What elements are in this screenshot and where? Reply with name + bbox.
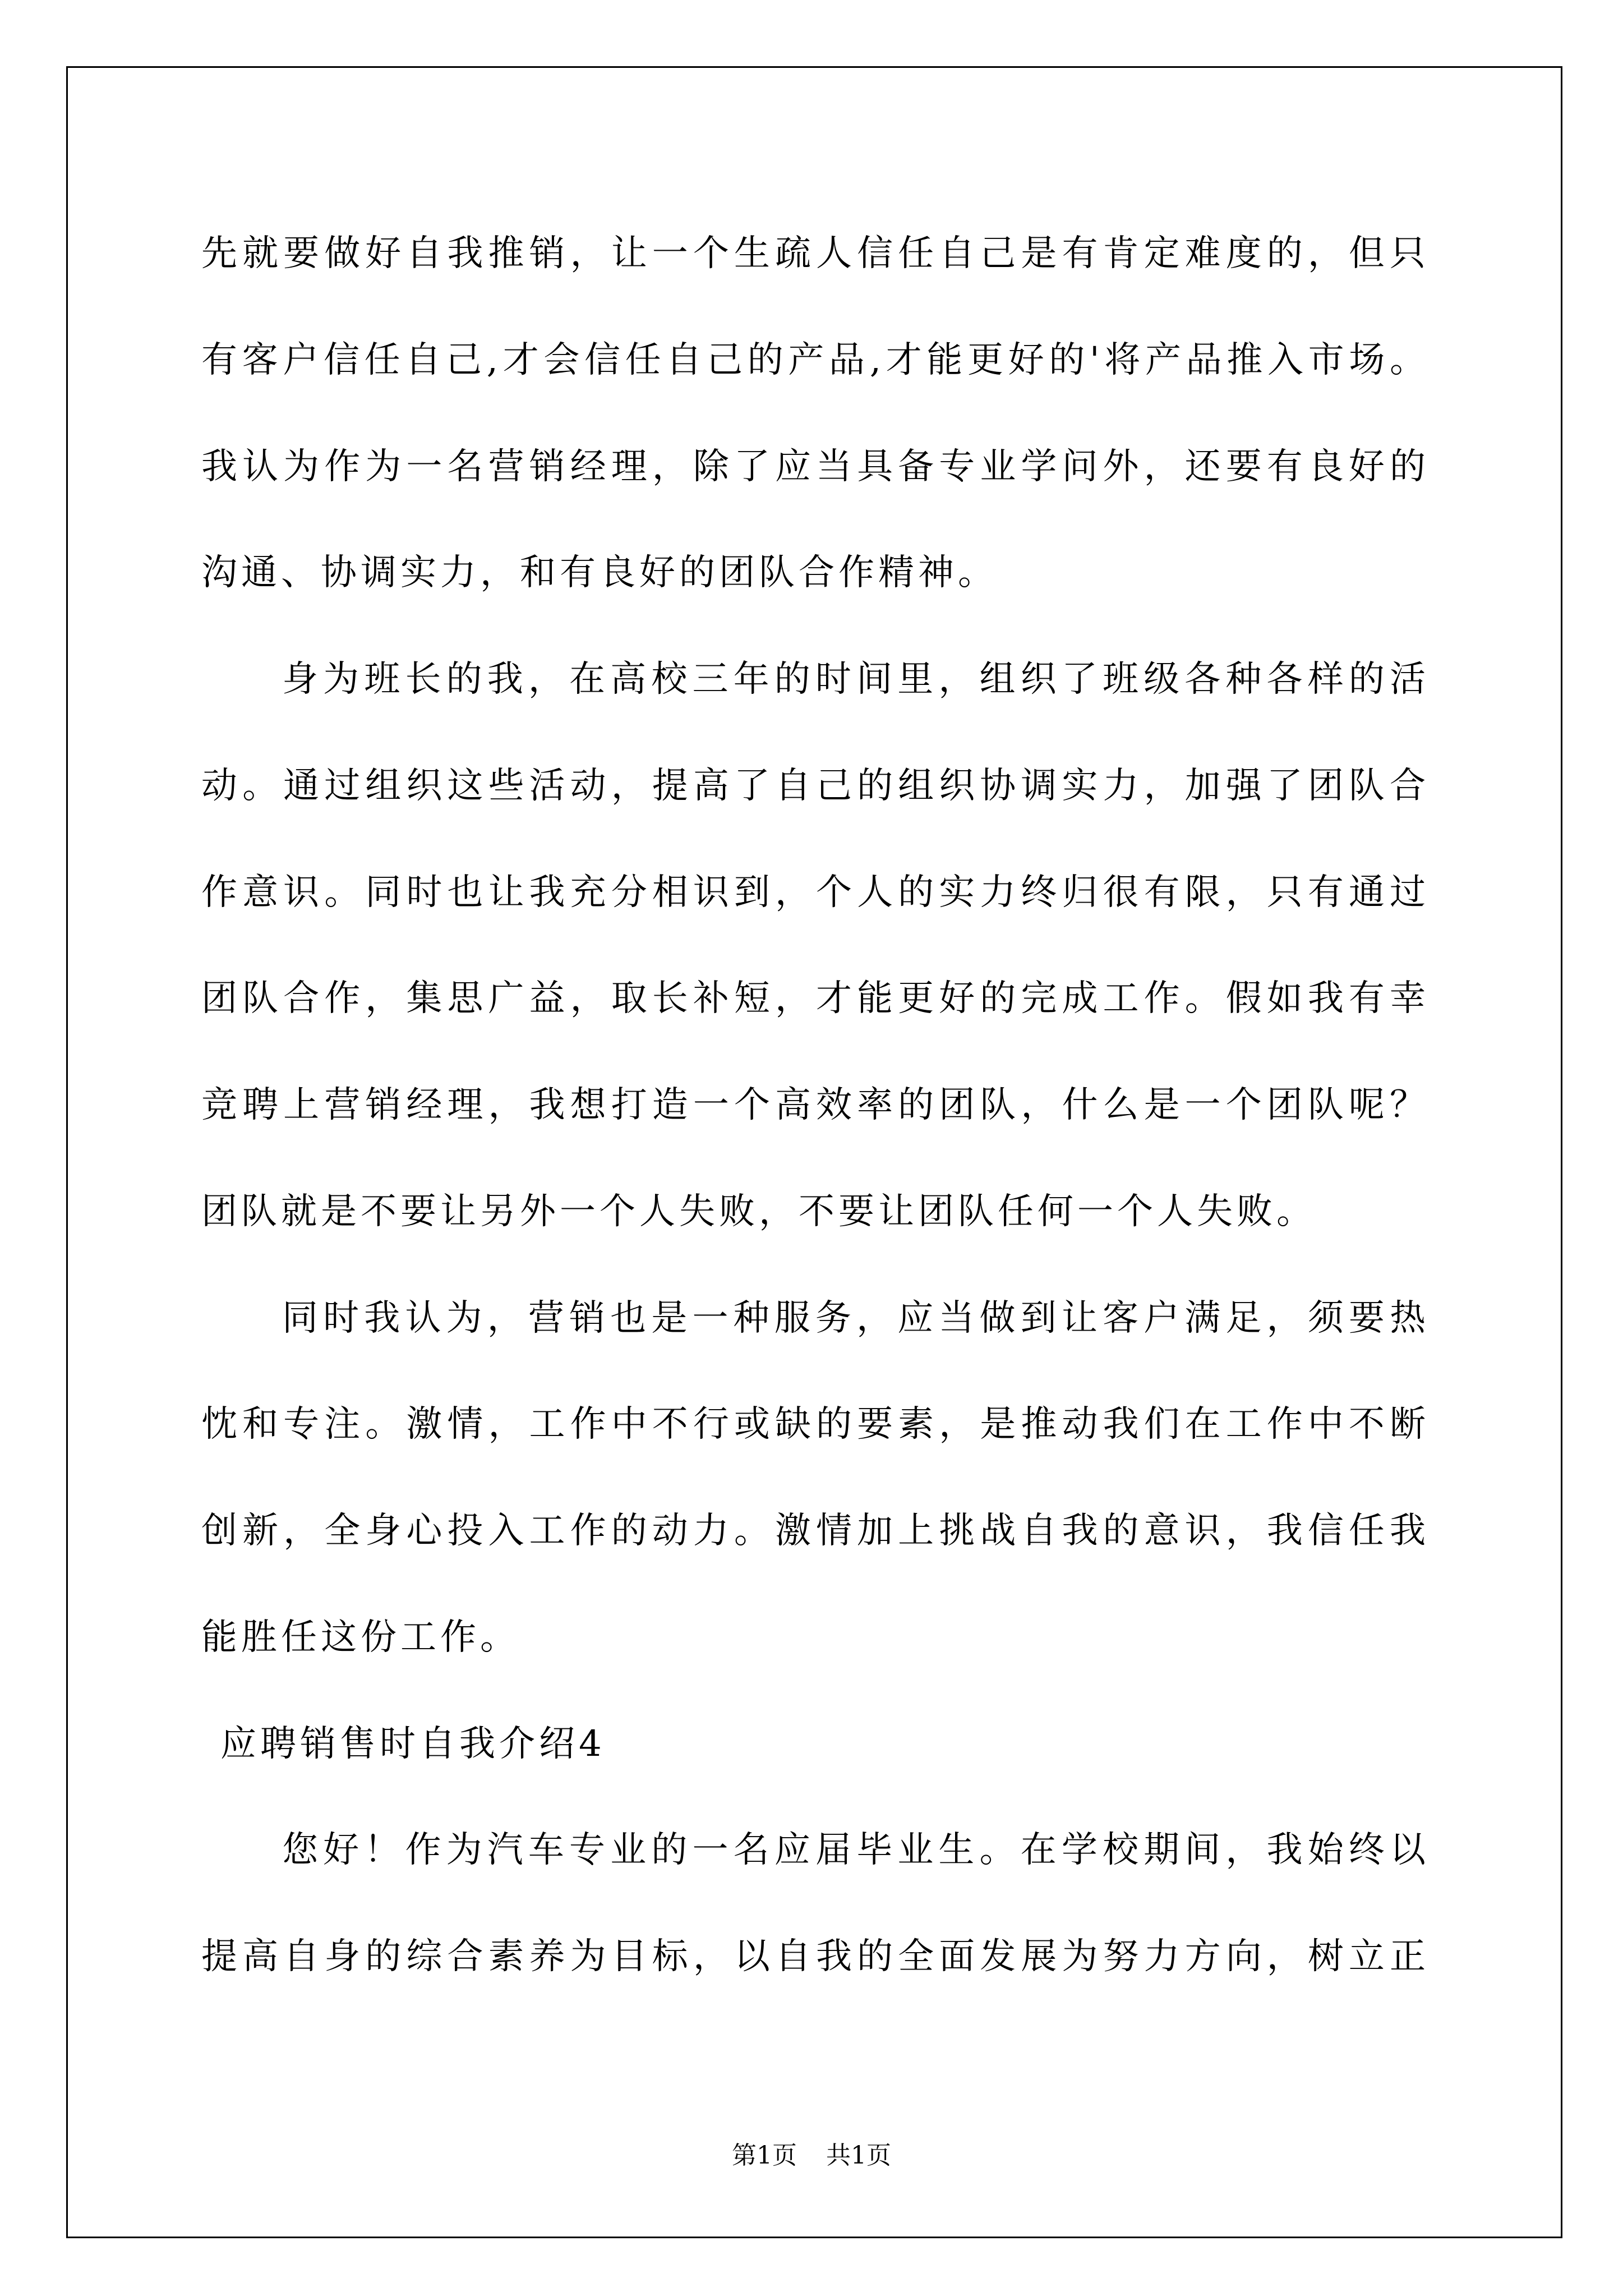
paragraph — [201, 1266, 1430, 1691]
text-line: 作意识。同时也让我充分相识到，个人的实力终归很有限，只有通过 — [201, 871, 1430, 913]
text-line: 有客户信任自己,才会信任自己的产品,才能更好的'将产品推入市场。 — [201, 339, 1430, 381]
text-line: 团队就是不要让另外一个人失败，不要让团队任何一个人失败。 — [201, 1190, 1316, 1232]
text-line: 您好！作为汽车专业的一名应届毕业生。在学校期间，我始终以 — [282, 1829, 1430, 1871]
text-line: 团队合作，集思广益，取长补短，才能更好的完成工作。假如我有幸 — [201, 978, 1430, 1020]
page-footer — [0, 2139, 1623, 2173]
text-line: 先就要做好自我推销，让一个生疏人信任自己是有肯定难度的，但只 — [201, 233, 1430, 274]
text-line: 能胜任这份工作。 — [201, 1616, 520, 1658]
text-line: 同时我认为，营销也是一种服务，应当做到让客户满足，须要热 — [282, 1297, 1430, 1339]
text-line: 竞聘上营销经理，我想打造一个高效率的团队，什么是一个团队呢？ — [201, 1084, 1430, 1126]
text-line: 沟通、协调实力，和有良好的团队合作精神。 — [201, 552, 998, 594]
page-total: 共1页 — [826, 2141, 891, 2170]
text-line: 动。通过组织这些活动，提高了自己的组织协调实力，加强了团队合 — [201, 765, 1430, 807]
section-heading: 应聘销售时自我介绍4 — [220, 1723, 606, 1765]
document-body — [201, 201, 1430, 2010]
text-line: 忱和专注。激情，工作中不行或缺的要素，是推动我们在工作中不断 — [201, 1404, 1430, 1446]
text-line: 提高自身的综合素养为目标，以自我的全面发展为努力方向，树立正 — [201, 1936, 1430, 1977]
text-line: 创新，全身心投入工作的动力。激情加上挑战自我的意识，我信任我 — [201, 1510, 1430, 1552]
text-line: 我认为作为一名营销经理，除了应当具备专业学问外，还要有良好的 — [201, 445, 1430, 487]
text-line: 身为班长的我，在高校三年的时间里，组织了班级各种各样的活 — [282, 659, 1430, 700]
paragraph — [201, 1797, 1430, 2010]
paragraph — [201, 201, 1430, 627]
page-number: 第1页 — [732, 2141, 797, 2170]
paragraph — [201, 627, 1430, 1266]
